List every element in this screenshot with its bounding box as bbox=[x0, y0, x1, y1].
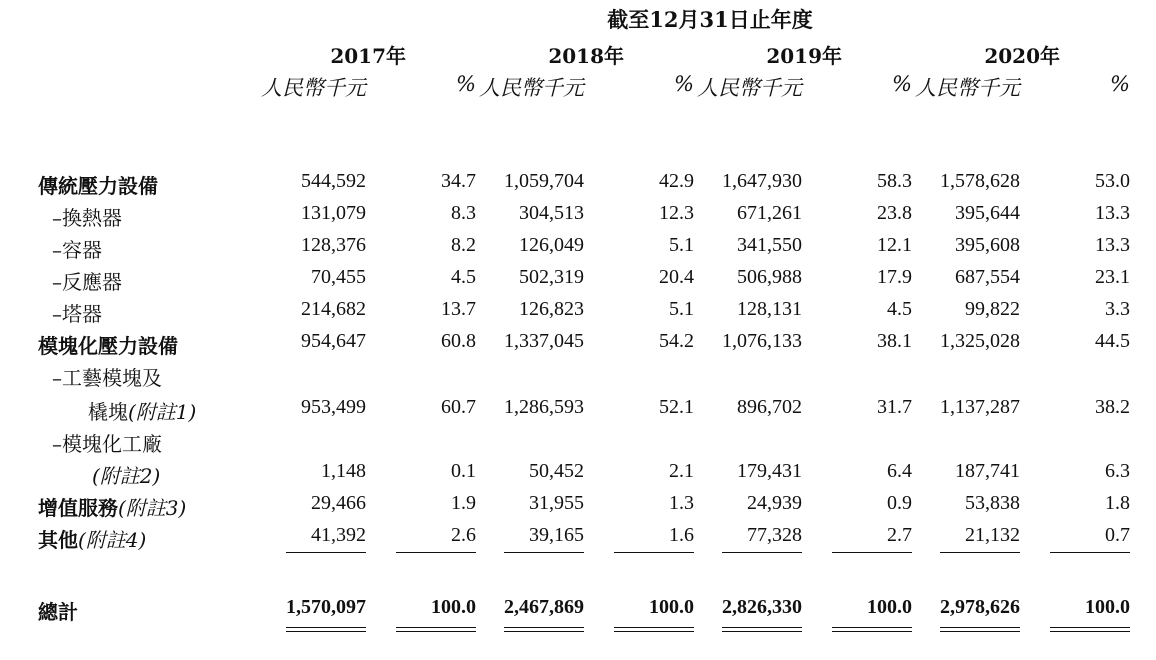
cell-r4-c0: 214,682 bbox=[301, 298, 366, 320]
row-label-total: 總計 bbox=[38, 600, 78, 624]
cell-r1-c5: 23.8 bbox=[877, 202, 912, 224]
cell-r0-c3: 42.9 bbox=[659, 170, 694, 192]
row-label-skid bbox=[88, 396, 196, 425]
cell-r4-c7: 3.3 bbox=[1105, 298, 1130, 320]
total-cell-c0: 1,570,097 bbox=[286, 596, 366, 618]
total-dline-2018-pct bbox=[614, 627, 694, 632]
unit-amount-2020: 人民幣千元 bbox=[915, 76, 1020, 100]
row-label-traditional: 傳統壓力設備 bbox=[38, 174, 158, 198]
cell-r11-c1: 2.6 bbox=[451, 524, 476, 546]
cell-r9-c6: 187,741 bbox=[955, 460, 1020, 482]
note-1: (附註1) bbox=[128, 400, 197, 424]
cell-r11-c7: 0.7 bbox=[1105, 524, 1130, 546]
cell-r3-c5: 17.9 bbox=[877, 266, 912, 288]
cell-r0-c2: 1,059,704 bbox=[504, 170, 584, 192]
cell-r3-c4: 506,988 bbox=[737, 266, 802, 288]
row-label-vessel: –容器 bbox=[52, 238, 102, 262]
unit-pct-2018: % bbox=[674, 72, 694, 96]
total-cell-c6: 2,978,626 bbox=[940, 596, 1020, 618]
cell-r7-c3: 52.1 bbox=[659, 396, 694, 418]
total-dline-2018-amt bbox=[504, 627, 584, 632]
cell-r2-c0: 128,376 bbox=[301, 234, 366, 256]
cell-r5-c0: 954,647 bbox=[301, 330, 366, 352]
cell-r4-c2: 126,823 bbox=[519, 298, 584, 320]
others-label: 其他 bbox=[38, 528, 78, 552]
cell-r3-c1: 4.5 bbox=[451, 266, 476, 288]
cell-r0-c5: 58.3 bbox=[877, 170, 912, 192]
unit-pct-2019: % bbox=[892, 72, 912, 96]
cell-r7-c0: 953,499 bbox=[301, 396, 366, 418]
unit-pct-2020: % bbox=[1110, 72, 1130, 96]
subtotal-line-2018-amt bbox=[504, 552, 584, 553]
cell-r11-c2: 39,165 bbox=[529, 524, 584, 546]
cell-r0-c0: 544,592 bbox=[301, 170, 366, 192]
cell-r1-c3: 12.3 bbox=[659, 202, 694, 224]
unit-amount-2018: 人民幣千元 bbox=[479, 76, 584, 100]
cell-r9-c7: 6.3 bbox=[1105, 460, 1130, 482]
subtotal-line-2020-amt bbox=[940, 552, 1020, 553]
subtotal-line-2018-pct bbox=[614, 552, 694, 553]
cell-r10-c6: 53,838 bbox=[965, 492, 1020, 514]
total-cell-c2: 2,467,869 bbox=[504, 596, 584, 618]
cell-r9-c0: 1,148 bbox=[321, 460, 366, 482]
cell-r10-c4: 24,939 bbox=[747, 492, 802, 514]
cell-r5-c3: 54.2 bbox=[659, 330, 694, 352]
cell-r10-c5: 0.9 bbox=[887, 492, 912, 514]
year-2018: 2018年 bbox=[548, 44, 624, 68]
cell-r7-c4: 896,702 bbox=[737, 396, 802, 418]
cell-r2-c5: 12.1 bbox=[877, 234, 912, 256]
cell-r10-c0: 29,466 bbox=[311, 492, 366, 514]
cell-r11-c0: 41,392 bbox=[311, 524, 366, 546]
total-dline-2019-amt bbox=[722, 627, 802, 632]
row-label-reactor: –反應器 bbox=[52, 270, 122, 294]
cell-r7-c7: 38.2 bbox=[1095, 396, 1130, 418]
cell-r2-c2: 126,049 bbox=[519, 234, 584, 256]
cell-r9-c5: 6.4 bbox=[887, 460, 912, 482]
cell-r5-c5: 38.1 bbox=[877, 330, 912, 352]
unit-amount-2017: 人民幣千元 bbox=[261, 76, 366, 100]
row-label-modular-plant: –模塊化工廠 bbox=[52, 432, 162, 456]
cell-r5-c1: 60.8 bbox=[441, 330, 476, 352]
cell-r11-c6: 21,132 bbox=[965, 524, 1020, 546]
cell-r10-c2: 31,955 bbox=[529, 492, 584, 514]
cell-r1-c4: 671,261 bbox=[737, 202, 802, 224]
row-label-value-added bbox=[38, 492, 186, 521]
cell-r4-c1: 13.7 bbox=[441, 298, 476, 320]
cell-r7-c6: 1,137,287 bbox=[940, 396, 1020, 418]
year-2019: 2019年 bbox=[766, 44, 842, 68]
total-cell-c7: 100.0 bbox=[1085, 596, 1130, 618]
cell-r5-c4: 1,076,133 bbox=[722, 330, 802, 352]
year-2017: 2017年 bbox=[330, 44, 406, 68]
cell-r7-c5: 31.7 bbox=[877, 396, 912, 418]
table-header-period: 截至12月31日止年度 bbox=[607, 7, 813, 32]
cell-r1-c0: 131,079 bbox=[301, 202, 366, 224]
cell-r9-c2: 50,452 bbox=[529, 460, 584, 482]
cell-r4-c3: 5.1 bbox=[669, 298, 694, 320]
cell-r0-c6: 1,578,628 bbox=[940, 170, 1020, 192]
cell-r0-c7: 53.0 bbox=[1095, 170, 1130, 192]
unit-pct-2017: % bbox=[456, 72, 476, 96]
row-label-process-module: –工藝模塊及 bbox=[52, 366, 162, 390]
cell-r10-c7: 1.8 bbox=[1105, 492, 1130, 514]
cell-r5-c6: 1,325,028 bbox=[940, 330, 1020, 352]
cell-r10-c3: 1.3 bbox=[669, 492, 694, 514]
total-dline-2019-pct bbox=[832, 627, 912, 632]
cell-r10-c1: 1.9 bbox=[451, 492, 476, 514]
cell-r2-c1: 8.2 bbox=[451, 234, 476, 256]
cell-r0-c1: 34.7 bbox=[441, 170, 476, 192]
cell-r3-c3: 20.4 bbox=[659, 266, 694, 288]
cell-r2-c3: 5.1 bbox=[669, 234, 694, 256]
cell-r3-c7: 23.1 bbox=[1095, 266, 1130, 288]
cell-r4-c6: 99,822 bbox=[965, 298, 1020, 320]
note-4: (附註4) bbox=[78, 528, 147, 552]
cell-r11-c4: 77,328 bbox=[747, 524, 802, 546]
total-cell-c1: 100.0 bbox=[431, 596, 476, 618]
total-dline-2017-amt bbox=[286, 627, 366, 632]
cell-r1-c2: 304,513 bbox=[519, 202, 584, 224]
cell-r9-c4: 179,431 bbox=[737, 460, 802, 482]
cell-r4-c5: 4.5 bbox=[887, 298, 912, 320]
cell-r7-c1: 60.7 bbox=[441, 396, 476, 418]
row-label-heat-exchanger: –換熱器 bbox=[52, 206, 122, 230]
year-2020: 2020年 bbox=[984, 44, 1060, 68]
cell-r11-c3: 1.6 bbox=[669, 524, 694, 546]
cell-r0-c4: 1,647,930 bbox=[722, 170, 802, 192]
cell-r1-c1: 8.3 bbox=[451, 202, 476, 224]
total-cell-c3: 100.0 bbox=[649, 596, 694, 618]
cell-r2-c6: 395,608 bbox=[955, 234, 1020, 256]
total-cell-c4: 2,826,330 bbox=[722, 596, 802, 618]
subtotal-line-2020-pct bbox=[1050, 552, 1130, 553]
subtotal-line-2019-pct bbox=[832, 552, 912, 553]
row-label-note2: (附註2) bbox=[92, 464, 161, 488]
cell-r5-c2: 1,337,045 bbox=[504, 330, 584, 352]
note-3: (附註3) bbox=[118, 496, 187, 520]
cell-r3-c2: 502,319 bbox=[519, 266, 584, 288]
total-dline-2017-pct bbox=[396, 627, 476, 632]
cell-r1-c7: 13.3 bbox=[1095, 202, 1130, 224]
cell-r9-c3: 2.1 bbox=[669, 460, 694, 482]
row-label-tower: –塔器 bbox=[52, 302, 102, 326]
cell-r9-c1: 0.1 bbox=[451, 460, 476, 482]
total-dline-2020-amt bbox=[940, 627, 1020, 632]
cell-r2-c7: 13.3 bbox=[1095, 234, 1130, 256]
total-cell-c5: 100.0 bbox=[867, 596, 912, 618]
skid-label: 橇塊 bbox=[88, 400, 128, 424]
row-label-modular: 模塊化壓力設備 bbox=[38, 334, 178, 358]
subtotal-line-2017-pct bbox=[396, 552, 476, 553]
unit-amount-2019: 人民幣千元 bbox=[697, 76, 802, 100]
cell-r2-c4: 341,550 bbox=[737, 234, 802, 256]
cell-r7-c2: 1,286,593 bbox=[504, 396, 584, 418]
subtotal-line-2019-amt bbox=[722, 552, 802, 553]
cell-r3-c0: 70,455 bbox=[311, 266, 366, 288]
cell-r11-c5: 2.7 bbox=[887, 524, 912, 546]
row-label-others bbox=[38, 524, 146, 553]
cell-r3-c6: 687,554 bbox=[955, 266, 1020, 288]
total-dline-2020-pct bbox=[1050, 627, 1130, 632]
subtotal-line-2017-amt bbox=[286, 552, 366, 553]
value-added-label: 增值服務 bbox=[38, 496, 118, 520]
cell-r1-c6: 395,644 bbox=[955, 202, 1020, 224]
cell-r5-c7: 44.5 bbox=[1095, 330, 1130, 352]
cell-r4-c4: 128,131 bbox=[737, 298, 802, 320]
